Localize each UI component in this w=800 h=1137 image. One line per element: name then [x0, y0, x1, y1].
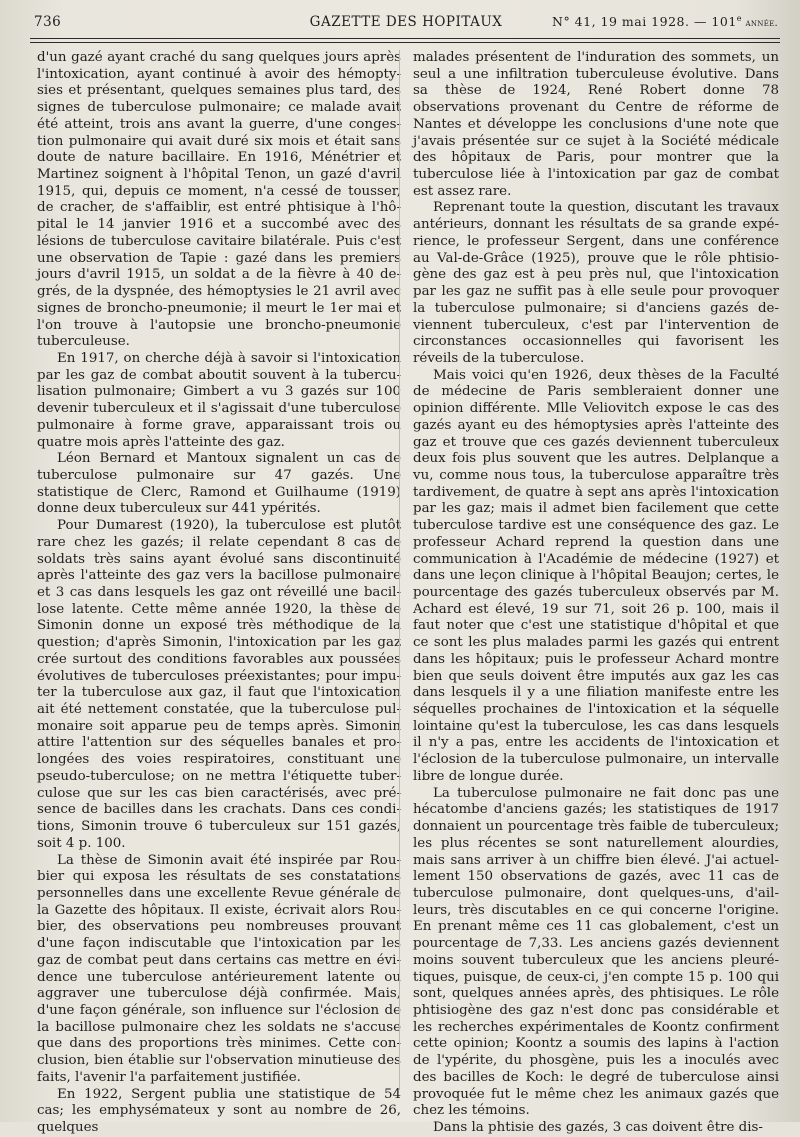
issue-year-label: année. [742, 18, 778, 30]
header-rule [30, 38, 780, 39]
paragraph: La thèse de Simonin avait été inspirée par Roubier qui exposa les résultats de ses constatations personnelles dans une excellente Revue générale de la Gazette des hôpitaux. Il existe, écrivait alors Roubier, des observations peu nombreuses prouvant d'une façon indiscutable que l'intoxication par les gaz de combat peut dans certains cas mettre en évidence une tuberculose antérieurement latente ou aggraver une tuberculose déjà confirmée. Mais, d'une façon générale, son influence sur l'éclosion de la bacillose pulmonaire chez les soldats ne s'accuse que dans des proportions très minimes. Cette conclusion, bien établie sur l'observation minutieuse des faits, l'avenir l'a parfaitement justifiée. [37, 852, 401, 1085]
paragraph: Dans la phtisie des gazés, 3 cas doivent être dis- [433, 1120, 763, 1135]
paragraph: Mais voici qu'en 1926, deux thèses de la Faculté de médecine de Paris sembleraient donner une opinion différente. Mlle Veliovitch expose le cas des gazés ayant eu des hémoptysies après l'atteinte des gaz et trouve que ces gazés deviennent tuberculeux deux fois plus souvent que les autres. Delplanque a vu, comme nous tous, la tuberculose apparaître très tardivement, de quatre à sept ans après l'intoxication par les gaz; mais il admet bien facilement que cette tuberculose tardive est une conséquence des gaz. Le professeur Achard reprend la question dans une communication à l'Académie de médecine (1927) et dans une leçon clinique à l'hôpital Beaujon; certes, le pourcentage des gazés tuberculeux observés par M. Achard est élevé, 19 sur 71, soit 26 p. 100, mais il faut noter que c'est une statistique d'hôpital et que ce sont les plus malades parmi les gazés qui entrent dans les hôpitaux; puis le professeur Achard montre bien que seuls doivent être imputés aux gaz les cas dans lesquels il y a une filiation manifeste entre les séquelles prochaines de l'intoxication et la séquelle lointaine qu'est la tuberculose, les cas dans lesquels il n'y a pas, entre les accidents de l'intoxication et l'éclosion de la tuberculose pulmonaire, un intervalle libre de longue durée. [413, 367, 779, 784]
paragraph: La tuberculose pulmonaire ne fait donc pas une hécatombe d'anciens gazés; les statistiques de 1917 donnaient un pourcentage très faible de tuberculeux; les plus récentes se sont naturellement alourdies, mais sans arriver à un chiffre bien élevé. J'ai actuellement 150 observations de gazés, avec 11 cas de tuberculose pulmonaire, dont quelques-uns, d'ailleurs, très discutables en ce qui concerne l'origine. En prenant même ces 11 cas globalement, c'est un pourcentage de 7,33. Les anciens gazés deviennent moins souvent tuberculeux que les anciens pleurétiques, puisque, de ceux-ci, j'en compte 15 p. 100 qui sont, quelques années après, des phtisiques. Le rôle phtisiogène des gaz n'est donc pas considérable et les recherches expérimentales de Koontz confirment cette opinion; Koontz a soumis des lapins à l'action de l'ypérite, du phosgène, puis les a inoculés avec des bacilles de Koch: le degré de tuberculose ainsi provoquée fut le même chez les animaux gazés que chez les témoins. [413, 785, 779, 1119]
journal-title: GAZETTE DES HOPITAUX [309, 14, 503, 30]
page-number: 736 [34, 14, 62, 30]
paragraph: Reprenant toute la question, discutant les travaux antérieurs, donnant les résultats de sa grande expérience, le professeur Sergent, dans une conférence au Val-de-Grâce (1925), prouve que le rôle phtisiogène des gaz est à peu près nul, que l'intoxication par les gaz ne suffit pas à elle seule pour provoquer la tuberculose pulmonaire; si d'anciens gazés deviennent tuberculeux, c'est par l'intervention de circonstances occasionnelles qui favorisent les réveils de la tuberculose. [413, 200, 779, 366]
issue-date: N° 41, 19 mai 1928. — 101 [552, 14, 737, 30]
paragraph: malades présentent de l'induration des sommets, un seul a une infiltration tuberculeuse évolutive. Dans sa thèse de 1924, René Robert donne 78 observations provenant du Centre de réforme de Nantes et développe les conclusions d'une note que j'avais présentée sur ce sujet à la Société médicale des hôpitaux de Paris, pour montrer que la tuberculose liée à l'intoxication par gaz de combat est assez rare. [413, 50, 779, 199]
header-rule-thin [30, 42, 780, 43]
left-column [37, 50, 401, 1137]
paragraph: En 1922, Sergent publia une statistique de 54 cas; les emphysémateux y sont au nombre de 26, quelques [37, 1086, 401, 1135]
issue-info [552, 14, 778, 29]
page-header [34, 14, 778, 34]
column-divider [399, 50, 400, 1090]
issue-sup: e [736, 14, 743, 23]
right-column [413, 50, 779, 1137]
paragraph: En 1917, on cherche déjà à savoir si l'intoxication par les gaz de combat aboutit souvent à la tuberculisation pulmonaire; Gimbert a vu 3 gazés sur 100 devenir tuberculeux et il s'agissait d'une tuberculose pulmonaire à forme grave, apparaissant trois ou quatre mois après l'atteinte des gaz. [37, 350, 401, 450]
paragraph: Léon Bernard et Mantoux signalent un cas de tuberculose pulmonaire sur 47 gazés. Une statistique de Clerc, Ramond et Guilhaume (1919) donne deux tuberculeux sur 441 ypérités. [37, 451, 401, 517]
paragraph: d'un gazé ayant craché du sang quelques jours après l'intoxication, ayant continué à avoir des hémoptysies et présentant, quelques semaines plus tard, des signes de tuberculose pulmonaire; ce malade avait été atteint, trois ans avant la guerre, d'une congestion pulmonaire qui avait duré six mois et était sans doute de nature bacillaire. En 1916, Ménétrier et Martinez soignent à l'hôpital Tenon, un gazé d'avril 1915, qui, depuis ce moment, n'a cessé de tousser, de cracher, de s'affaiblir, est entré phtisique à l'hôpital le 14 janvier 1916 et a succombé avec des lésions de tuberculose cavitaire bilatérale. Puis c'est une observation de Tapie : gazé dans les premiers jours d'avril 1915, un soldat a de la fièvre à 40 degrés, de la dyspnée, des hémoptysies le 21 avril avec signes de broncho-pneumonie; il meurt le 1er mai et l'on trouve à l'autopsie une broncho-pneumonie tuberculeuse. [37, 50, 401, 350]
paragraph: Pour Dumarest (1920), la tuberculose est plutôt rare chez les gazés; il relate cependant 8 cas de soldats très sains ayant évolué sans discontinuité après l'atteinte des gaz vers la bacillose pulmonaire et 3 cas dans lesquels les gaz ont réveillé une bacillose latente. Cette même année 1920, la thèse de Simonin donne un exposé très méthodique de la question; d'après Simonin, l'intoxication par les gaz crée surtout des conditions favorables aux poussées évolutives de tuberculoses préexistantes; pour imputer la tuberculose aux gaz, il faut que l'intoxication ait été nettement constatée, que la tuberculose pulmonaire soit apparue peu de temps après. Simonin attire l'attention sur des séquelles banales et prolongées des voies respiratoires, constituant une pseudo-tuberculose; on ne mettra l'étiquette tuberculose que sur les cas bien caractérisés, avec présence de bacilles dans les crachats. Dans ces conditions, Simonin trouve 6 tuberculeux sur 151 gazés, soit 4 p. 100. [37, 518, 401, 851]
